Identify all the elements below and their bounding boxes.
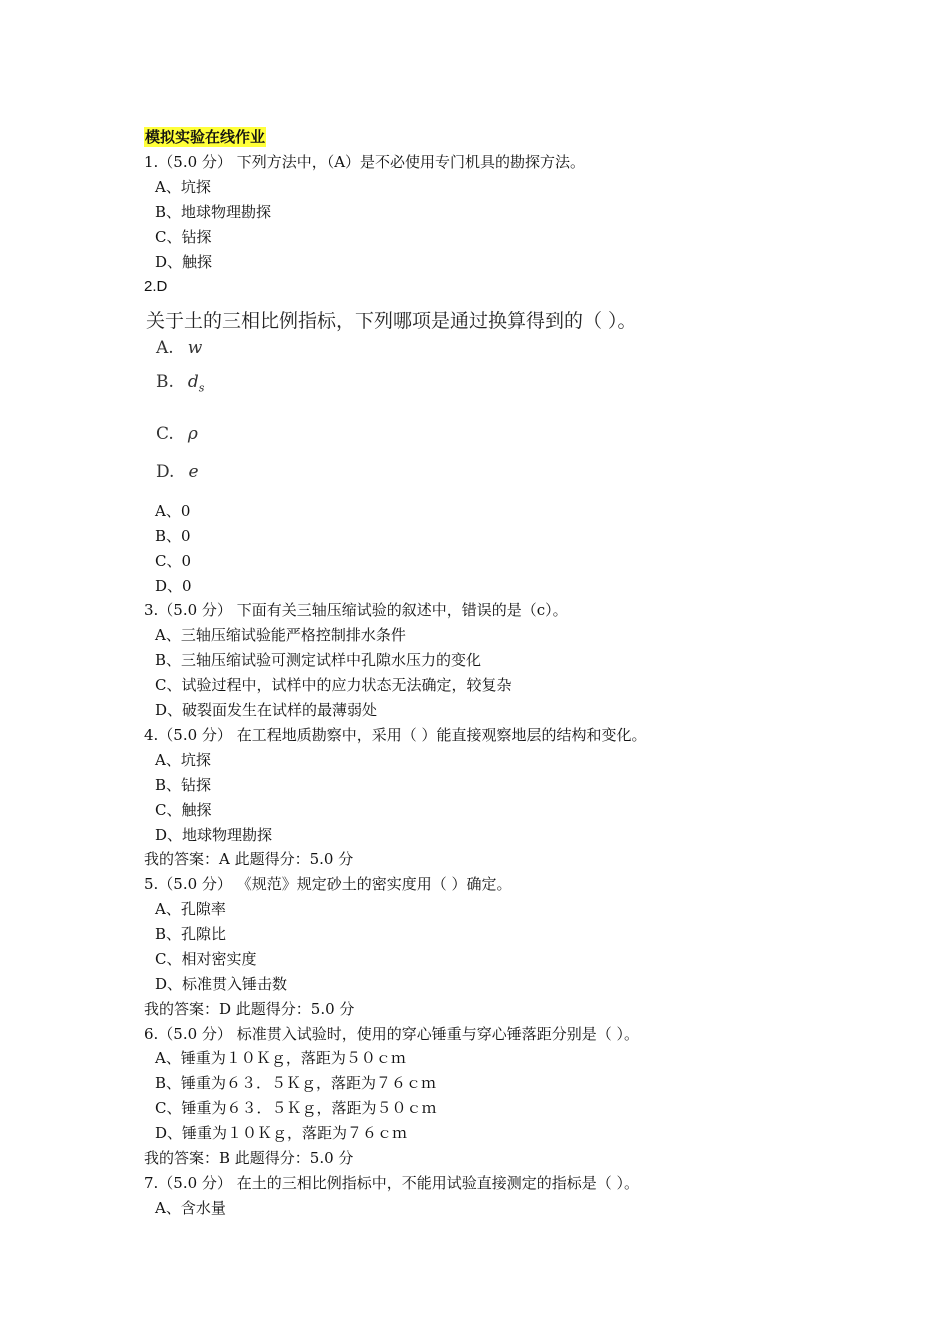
- question-2-option-d: D、0: [155, 577, 192, 595]
- question-3-option-a: A、三轴压缩试验能严格控制排水条件: [155, 626, 406, 644]
- question-3-option-b: B、三轴压缩试验可测定试样中孔隙水压力的变化: [155, 651, 482, 669]
- question-2-embedded-image: [146, 306, 706, 496]
- embedded-option-a: A. w: [156, 338, 203, 358]
- question-5-option-a: A、孔隙率: [155, 900, 226, 918]
- question-6-option-c: C、锤重为６３．５Ｋｇ，落距为５０ｃｍ: [155, 1099, 437, 1117]
- question-4-option-b: B、钻探: [155, 776, 212, 794]
- question-2-text: 2.D: [144, 278, 168, 295]
- question-3-option-d: D、破裂面发生在试样的最薄弱处: [155, 701, 378, 719]
- question-1-text: 1.（5.0 分） 下列方法中，（A）是不必使用专门机具的勘探方法。: [144, 153, 586, 171]
- question-4-option-d: D、地球物理勘探: [155, 826, 273, 844]
- question-6-option-b: B、锤重为６３．５Ｋｇ，落距为７６ｃｍ: [155, 1074, 437, 1092]
- question-7-option-a: A、含水量: [155, 1199, 226, 1217]
- embedded-option-d: D. e: [156, 462, 199, 482]
- question-6-option-d: D、锤重为１０Ｋｇ，落距为７６ｃｍ: [155, 1124, 408, 1142]
- question-4-answer: 我的答案：A 此题得分：5.0 分: [144, 850, 354, 868]
- question-1-option-c: C、钻探: [155, 228, 212, 246]
- page-title: 模拟实验在线作业: [145, 128, 266, 146]
- embedded-option-b: B. $d_s$: [156, 372, 205, 395]
- question-2-option-a: A、0: [155, 502, 191, 520]
- question-5-answer: 我的答案：D 此题得分：5.0 分: [144, 1000, 355, 1018]
- question-1-option-b: B、地球物理勘探: [155, 203, 272, 221]
- question-5-text: 5.（5.0 分） 《规范》规定砂土的密实度用（ ）确定。: [144, 875, 512, 893]
- question-4-option-a: A、坑探: [155, 751, 211, 769]
- question-5-option-d: D、标准贯入锤击数: [155, 975, 288, 993]
- question-6-text: 6.（5.0 分） 标准贯入试验时，使用的穿心锤重与穿心锤落距分别是（ ）。: [144, 1025, 639, 1043]
- question-4-option-c: C、触探: [155, 801, 212, 819]
- embedded-question-text: 关于土的三相比例指标，下列哪项是通过换算得到的（ ）。: [146, 310, 637, 332]
- question-6-option-a: A、锤重为１０Ｋｇ，落距为５０ｃｍ: [155, 1049, 406, 1067]
- question-3-text: 3.（5.0 分） 下面有关三轴压缩试验的叙述中，错误的是（c）。: [144, 601, 568, 619]
- question-1-option-d: D、触探: [155, 253, 213, 271]
- question-2-option-b: B、0: [155, 527, 191, 545]
- question-1-option-a: A、坑探: [155, 178, 211, 196]
- question-3-option-c: C、试验过程中，试样中的应力状态无法确定，较复杂: [155, 676, 512, 694]
- question-2-option-c: C、0: [155, 552, 192, 570]
- question-4-text: 4.（5.0 分） 在工程地质勘察中，采用（ ）能直接观察地层的结构和变化。: [144, 726, 647, 744]
- question-5-option-b: B、孔隙比: [155, 925, 227, 943]
- question-6-answer: 我的答案：B 此题得分：5.0 分: [144, 1149, 354, 1167]
- question-7-text: 7.（5.0 分） 在土的三相比例指标中，不能用试验直接测定的指标是（ ）。: [144, 1174, 639, 1192]
- embedded-option-c: C. ρ: [156, 424, 198, 444]
- question-5-option-c: C、相对密实度: [155, 950, 257, 968]
